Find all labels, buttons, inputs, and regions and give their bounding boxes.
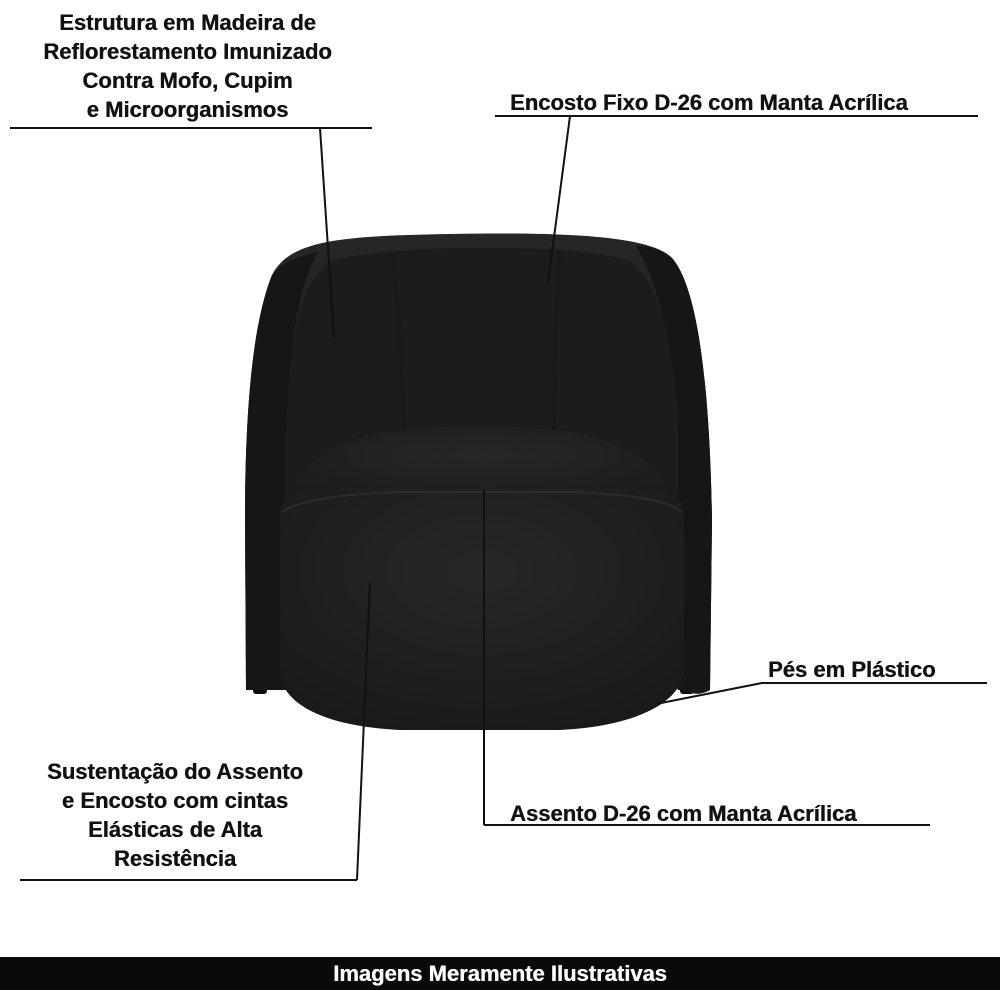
estrutura-line-4: e Microorganismos: [86, 97, 289, 122]
encosto-label: [510, 88, 975, 117]
sustentacao-line-3: Elásticas de Alta: [87, 817, 263, 842]
sustentacao-label: [20, 757, 330, 873]
pes-text: Pés em Plástico: [768, 657, 936, 682]
armchair-seat-front: [280, 486, 684, 730]
encosto-text: Encosto Fixo D-26 com Manta Acrílica: [510, 90, 908, 115]
estrutura-line-1: Estrutura em Madeira de: [59, 10, 316, 35]
sustentacao-line-1: Sustentação do Assento: [47, 759, 303, 784]
sustentacao-line-2: e Encosto com cintas: [61, 788, 289, 813]
estrutura-line-2: Reflorestamento Imunizado: [43, 39, 332, 64]
pes-label: [768, 655, 968, 684]
estrutura-label: [15, 8, 360, 124]
armchair-image: [245, 233, 712, 730]
footer-text: Imagens Meramente Ilustrativas: [333, 961, 667, 986]
sustentacao-line-4: Resistência: [113, 846, 237, 871]
estrutura-line-3: Contra Mofo, Cupim: [82, 68, 293, 93]
assento-label: [510, 799, 920, 828]
assento-text: Assento D-26 com Manta Acrílica: [510, 801, 857, 826]
footer-banner: [0, 957, 1000, 990]
